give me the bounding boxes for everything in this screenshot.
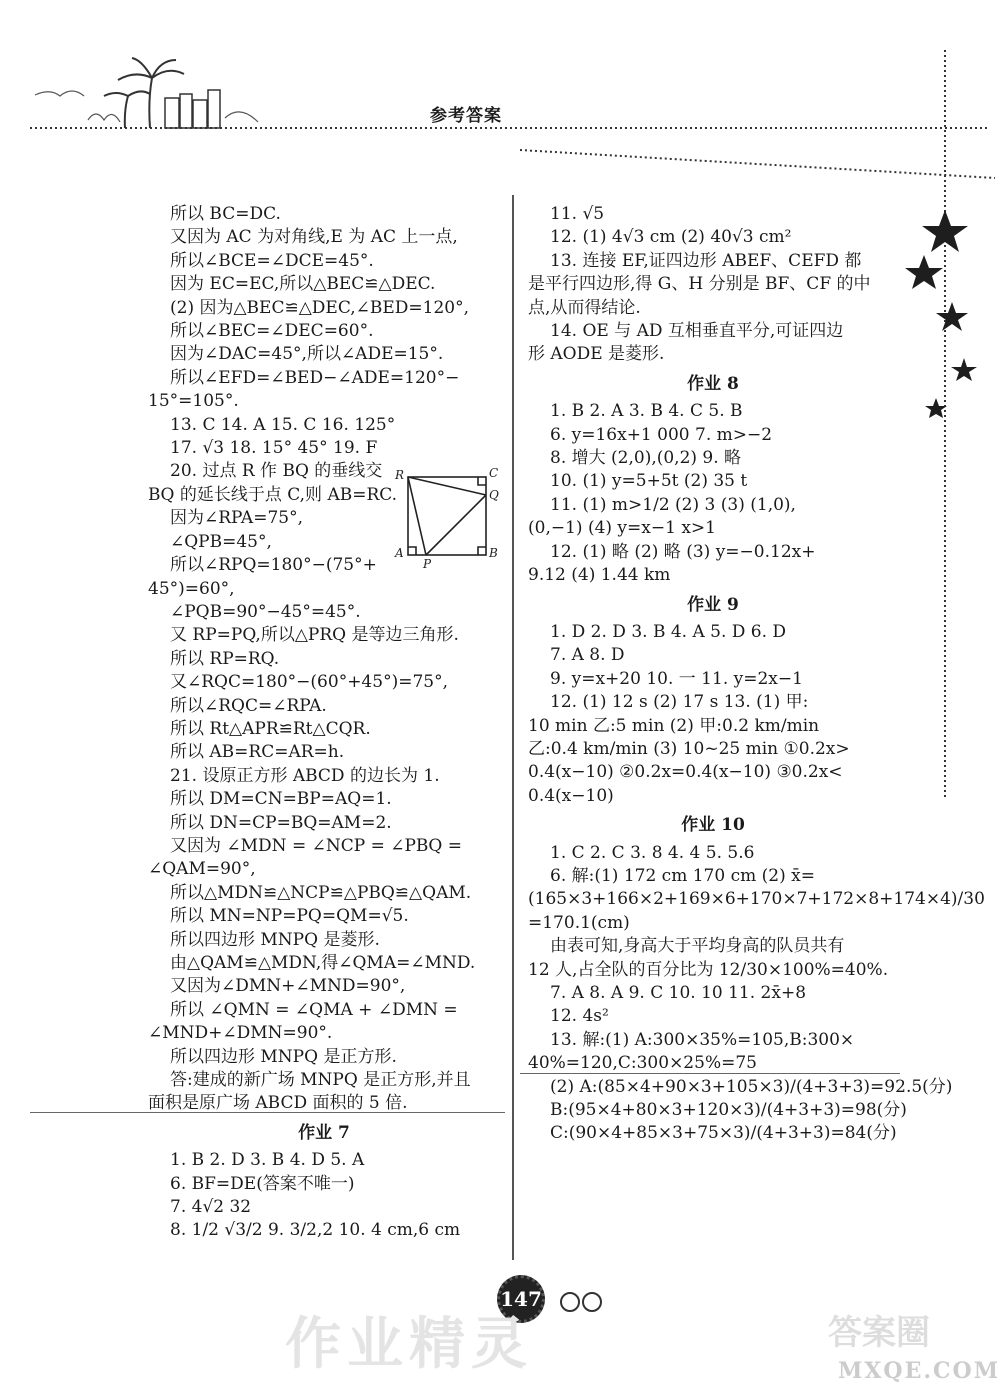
answer-line: 10. (1) y=5+5t (2) 35 t xyxy=(550,471,748,492)
books-icon xyxy=(165,90,220,128)
answer-line: 12 人,占全队的百分比为 12/30×100%=40%. xyxy=(528,959,889,980)
answer-line: 又 RP=PQ,所以△PRQ 是等边三角形. xyxy=(170,625,459,646)
answer-line: 20. 过点 R 作 BQ 的垂线交 xyxy=(170,461,383,482)
section-heading: 作业 10 xyxy=(681,815,745,836)
column-divider xyxy=(512,195,514,1260)
answer-line: BQ 的延长线于点 C,则 AB=RC. xyxy=(148,484,398,505)
answer-line: 6. y=16x+1 000 7. m>−2 xyxy=(550,424,773,445)
cloud-icon xyxy=(35,91,84,96)
answer-line: 所以∠RQC=∠RPA. xyxy=(170,695,327,716)
answer-line: 0.4(x−10) ②0.2x=0.4(x−10) ③0.2x< xyxy=(528,762,843,783)
answer-line: ∠PQB=90°−45°=45°. xyxy=(170,601,361,622)
answer-line: 1. B 2. D 3. B 4. D 5. A xyxy=(170,1150,365,1171)
answer-line: 9.12 (4) 1.44 km xyxy=(528,565,671,586)
right-column xyxy=(528,203,985,1146)
answer-line: 12. (1) 略 (2) 略 (3) y=−0.12x+ xyxy=(550,541,816,562)
answer-line: 15°=105°. xyxy=(148,391,239,412)
answer-line: 14. OE 与 AD 互相垂直平分,可证四边 xyxy=(550,321,844,342)
answer-line: 1. C 2. C 3. 8 4. 4 5. 5.6 xyxy=(550,842,755,863)
figure-label-a: A xyxy=(395,546,404,560)
answer-line: =170.1(cm) xyxy=(528,912,630,933)
answer-line: 12. 4s² xyxy=(550,1006,609,1027)
answer-line: 由表可知,身高大于平均身高的队员共有 xyxy=(550,936,845,957)
right-margin-decoration xyxy=(900,40,1000,820)
circle-icon xyxy=(582,1292,602,1312)
answer-line: 所以 AB=RC=AR=h. xyxy=(170,742,345,763)
answer-line: ∠MND+∠DMN=90°. xyxy=(148,1023,333,1044)
geometry-figure xyxy=(393,465,503,570)
answer-line: 面积是原广场 ABCD 面积的 5 倍. xyxy=(148,1093,408,1114)
figure-label-b: B xyxy=(489,546,498,560)
answer-line: 是平行四边形,得 G、H 分别是 BF、CF 的中 xyxy=(528,274,871,295)
answer-line: 因为 EC=EC,所以△BEC≌△DEC. xyxy=(170,274,436,295)
watermark-right-url: MXQE.COM xyxy=(838,1358,1000,1384)
answer-line: 所以∠BEC=∠DEC=60°. xyxy=(170,321,374,342)
answer-line: 1. B 2. A 3. B 4. C 5. B xyxy=(550,401,743,422)
answer-line: 12. (1) 12 s (2) 17 s 13. (1) 甲: xyxy=(550,692,809,713)
answer-line: 乙:0.4 km/min (3) 10~25 min ①0.2x> xyxy=(528,738,850,759)
answer-line: 11. (1) m>1/2 (2) 3 (3) (1,0), xyxy=(550,494,796,515)
answer-line: 12. (1) 4√3 cm (2) 40√3 cm² xyxy=(550,227,792,248)
answer-line: 1. D 2. D 3. B 4. A 5. D 6. D xyxy=(550,621,787,642)
answer-line: 所以四边形 MNPQ 是正方形. xyxy=(170,1046,397,1067)
star-icon xyxy=(936,302,968,331)
answer-line: 8. 增大 (2,0),(0,2) 9. 略 xyxy=(550,448,742,469)
answer-line: 所以△MDN≌△NCP≌△PBQ≌△QAM. xyxy=(170,882,472,903)
answer-line: 8. 1/2 √3/2 9. 3/2,2 10. 4 cm,6 cm xyxy=(170,1220,461,1241)
figure-label-q: Q xyxy=(489,488,499,502)
answer-line: 0.4(x−10) xyxy=(528,785,614,806)
answer-line: 又因为∠DMN+∠MND=90°, xyxy=(170,976,406,997)
answer-line: 9. y=x+20 10. 一 11. y=2x−1 xyxy=(550,668,803,689)
answer-line: 13. 解:(1) A:300×35%=105,B:300× xyxy=(550,1029,855,1050)
answer-line: 所以 DN=CP=BQ=AM=2. xyxy=(170,812,392,833)
answer-line: 所以 RP=RQ. xyxy=(170,648,280,669)
answer-line: 11. √5 xyxy=(550,204,605,224)
answer-line: 所以∠BCE=∠DCE=45°. xyxy=(170,250,374,271)
answer-line: 13. C 14. A 15. C 16. 125° xyxy=(170,414,396,435)
answer-line: 所以 ∠QMN = ∠QMA + ∠DMN = xyxy=(170,999,458,1020)
answer-line: 10 min 乙:5 min (2) 甲:0.2 km/min xyxy=(528,715,820,736)
figure-label-r: R xyxy=(395,468,405,482)
figure-label-p: P xyxy=(423,557,432,570)
section-heading: 作业 9 xyxy=(687,594,739,615)
answer-line: 所以 BC=DC. xyxy=(170,204,281,224)
answer-line: ∠QPB=45°, xyxy=(170,531,272,552)
answer-line: 所以∠RPQ=180°−(75°+ xyxy=(170,555,377,576)
answer-line: 17. √3 18. 15° 45° 19. F xyxy=(170,438,378,459)
answer-line: 由△QAM≌△MDN,得∠QMA=∠MND. xyxy=(170,953,476,973)
star-icon xyxy=(905,255,943,289)
answer-line: 又因为 AC 为对角线,E 为 AC 上一点, xyxy=(170,227,458,248)
answer-line: 所以 DM=CN=BP=AQ=1. xyxy=(170,789,392,810)
palm-tree-icon xyxy=(104,58,184,128)
answer-line: 7. 4√2 32 xyxy=(170,1197,252,1218)
answer-line: ∠QAM=90°, xyxy=(148,859,256,880)
answer-line: 又∠RQC=180°−(60°+45°)=75°, xyxy=(170,672,448,693)
watermark-right-logo: 答案圈 xyxy=(828,1313,930,1353)
answer-line: B:(95×4+80×3+120×3)/(4+3+3)=98(分) xyxy=(550,1100,907,1121)
answer-line: 因为∠DAC=45°,所以∠ADE=15°. xyxy=(170,344,444,365)
answer-line: (0,−1) (4) y=x−1 x>1 xyxy=(528,518,716,539)
answer-line: 答:建成的新广场 MNPQ 是正方形,并且 xyxy=(170,1070,471,1091)
answer-line: 45°)=60°, xyxy=(148,578,235,599)
answer-line: 所以∠EFD=∠BED−∠ADE=120°− xyxy=(170,367,460,388)
header-decoration xyxy=(0,0,1000,190)
left-column xyxy=(148,203,500,1243)
answer-line: 40%=120,C:300×25%=75 xyxy=(528,1053,757,1074)
answer-line: 13. 连接 EF,证四边形 ABEF、CEFD 都 xyxy=(550,250,862,271)
section-heading: 作业 8 xyxy=(687,373,739,394)
answer-line: 又因为 ∠MDN = ∠NCP = ∠PBQ = xyxy=(170,835,462,856)
answer-line: 因为∠RPA=75°, xyxy=(170,508,303,529)
star-icon xyxy=(951,358,977,381)
answer-line: 7. A 8. D xyxy=(550,645,625,666)
watermark-left: 作业精灵 xyxy=(285,1311,533,1377)
answer-line: 所以 MN=NP=PQ=QM=√5. xyxy=(170,906,409,927)
circle-icon xyxy=(560,1292,580,1312)
page-number: 147 xyxy=(497,1275,545,1323)
page-header-title: 参考答案 xyxy=(430,106,502,126)
section-heading: 作业 7 xyxy=(298,1122,350,1143)
answer-line: 6. BF=DE(答案不唯一) xyxy=(170,1173,355,1194)
answer-line: C:(90×4+85×3+75×3)/(4+3+3)=84(分) xyxy=(550,1123,897,1144)
answer-line: (2) A:(85×4+90×3+105×3)/(4+3+3)=92.5(分) xyxy=(550,1076,953,1097)
answer-line: 所以 Rt△APR≌Rt△CQR. xyxy=(170,718,371,739)
answer-line: (2) 因为△BEC≌△DEC,∠BED=120°, xyxy=(170,297,470,318)
figure-label-c: C xyxy=(489,466,499,480)
answer-line: 所以四边形 MNPQ 是菱形. xyxy=(170,929,380,950)
answer-line: (165×3+166×2+169×6+170×7+172×8+174×4)/30 xyxy=(528,889,985,910)
answer-line: 形 AODE 是菱形. xyxy=(528,344,665,365)
answer-line: 7. A 8. A 9. C 10. 10 11. 2x̄+8 xyxy=(550,983,807,1003)
answer-line: 点,从而得结论. xyxy=(528,297,641,318)
star-icon xyxy=(925,398,947,418)
answer-line: 6. 解:(1) 172 cm 170 cm (2) x̄= xyxy=(550,865,815,886)
answer-line: 21. 设原正方形 ABCD 的边长为 1. xyxy=(170,765,440,786)
